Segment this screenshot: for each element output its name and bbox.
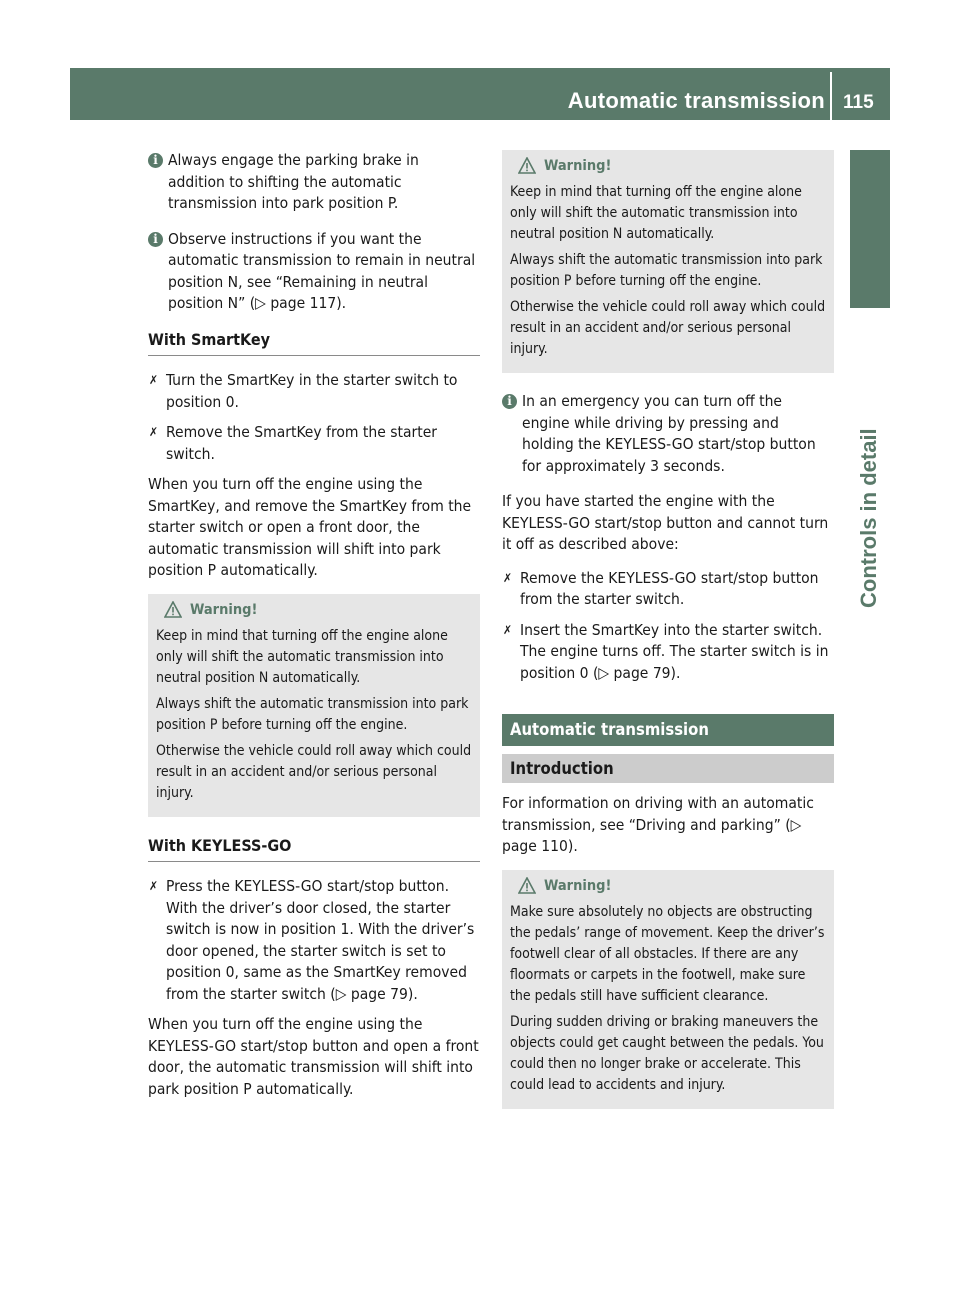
step-text: Remove the SmartKey from the starter switch. xyxy=(166,423,438,463)
warning-triangle-icon xyxy=(518,877,536,895)
step-item xyxy=(502,568,834,611)
section-title: Automatic transmission xyxy=(502,714,834,746)
info-icon: i xyxy=(502,394,517,409)
step-item xyxy=(148,422,480,465)
step-item xyxy=(148,370,480,413)
info-note xyxy=(148,229,480,315)
step-arrow-icon: ✗ xyxy=(503,570,513,585)
step-item xyxy=(502,620,834,685)
step-arrow-icon: ✗ xyxy=(503,622,513,637)
info-icon: i xyxy=(148,153,163,168)
section-heading-smartkey: With SmartKey xyxy=(148,329,480,357)
warning-heading: Warning! xyxy=(510,156,826,177)
step-arrow-icon: ✗ xyxy=(149,373,159,387)
warning-text: During sudden driving or braking maneuvers the objects could get caught between the pedals. You could then no longer brake or accelerate. This could lead to accidents and injury. xyxy=(510,1013,824,1093)
header-divider xyxy=(830,72,832,120)
left-column xyxy=(148,150,480,1112)
right-column xyxy=(502,150,834,1127)
body-paragraph: For information on driving with an automatic transmission, see “Driving and parking” (▷ page 110). xyxy=(502,794,814,855)
step-text: Press the KEYLESS-GO start/stop button. With the driver’s door closed, the starter switch is now in position 1. With the driver’s door opened, the starter switch is set to position 0, same as the SmartKey removed from the starter switch (▷ page 79). xyxy=(166,877,475,1003)
info-note-text: Observe instructions if you want the automatic transmission to remain in neutral position N, see “Remaining in neutral position N” (▷ page 117). xyxy=(168,229,476,312)
side-tab xyxy=(850,150,890,308)
body-paragraph: If you have started the engine with the KEYLESS-GO start/stop button and cannot turn it off as described above: xyxy=(502,492,829,553)
warning-box xyxy=(148,594,480,817)
step-item xyxy=(148,876,480,1005)
warning-text: Otherwise the vehicle could roll away which could result in an accident and/or serious personal injury. xyxy=(510,299,826,357)
info-note-text: Always engage the parking brake in addition to shifting the automatic transmission into park position P. xyxy=(168,151,419,212)
warning-text: Keep in mind that turning off the engine alone only will shift the automatic transmission into neutral position N automatically. xyxy=(156,627,448,686)
warning-text: Make sure absolutely no objects are obstructing the pedals’ range of movement. Keep the driver’s footwell clear of all obstacles. If there are any floormats or carpets in the footwell, make sure the pedals still have sufficient clearance. xyxy=(510,903,825,1004)
body-paragraph: When you turn off the engine using the KEYLESS-GO start/stop button and open a front door, the automatic transmission will shift into park position P automatically. xyxy=(148,1015,479,1098)
section-heading-keyless-go: With KEYLESS-GO xyxy=(148,835,480,863)
warning-triangle-icon xyxy=(518,157,536,175)
info-note-text: In an emergency you can turn off the engine while driving by pressing and holding the KEYLESS-GO start/stop button for approximately 3 seconds. xyxy=(522,392,816,475)
info-icon: i xyxy=(148,232,163,247)
page-header-title: Automatic transmission xyxy=(567,88,825,113)
warning-text: Otherwise the vehicle could roll away which could result in an accident and/or serious personal injury. xyxy=(156,742,472,801)
step-text: Insert the SmartKey into the starter switch. The engine turns off. The starter switch is in position 0 (▷ page 79). xyxy=(520,620,829,682)
step-text: Turn the SmartKey in the starter switch to position 0. xyxy=(166,371,458,411)
step-arrow-icon: ✗ xyxy=(149,425,159,439)
warning-box xyxy=(502,870,834,1109)
info-note xyxy=(148,150,480,215)
warning-box xyxy=(502,150,834,373)
warning-text: Always shift the automatic transmission into park position P before turning off the engine. xyxy=(156,695,469,733)
body-paragraph: When you turn off the engine using the SmartKey, and remove the SmartKey from the starter switch or open a front door, the automatic transmission will shift into park position P automatically. xyxy=(148,475,472,579)
warning-heading: Warning! xyxy=(510,876,826,897)
subsection-title: Introduction xyxy=(502,754,834,784)
warning-text: Always shift the automatic transmission into park position P before turning off the engine. xyxy=(510,252,823,289)
page-number: 115 xyxy=(843,92,874,113)
step-text: Remove the KEYLESS-GO start/stop button from the starter switch. xyxy=(520,568,819,608)
warning-triangle-icon xyxy=(164,601,182,619)
warning-heading: Warning! xyxy=(156,600,472,621)
side-tab-label: Controls in detail xyxy=(856,428,881,608)
warning-text: Keep in mind that turning off the engine alone only will shift the automatic transmission into neutral position N automatically. xyxy=(510,184,802,242)
info-note xyxy=(502,391,834,477)
step-arrow-icon: ✗ xyxy=(149,879,159,893)
